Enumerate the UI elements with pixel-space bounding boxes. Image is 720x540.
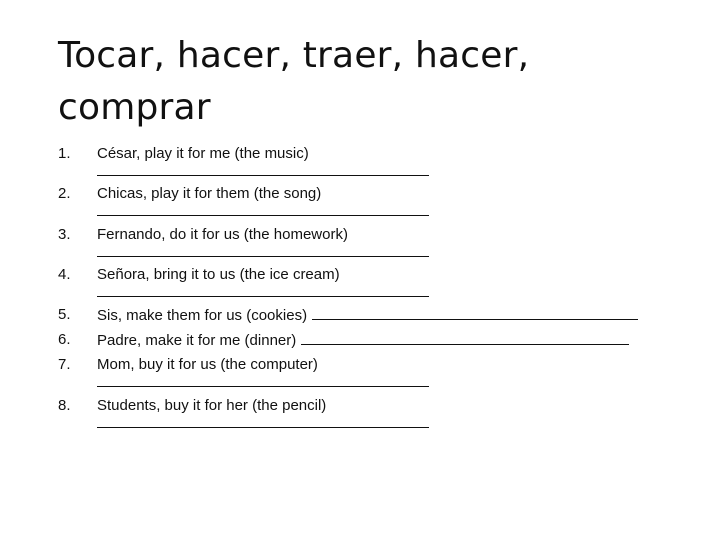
item-prompt-3: Fernando, do it for us (the homework) xyxy=(97,226,348,243)
item-row-6 xyxy=(97,330,629,351)
item-number-5: 5. xyxy=(58,306,71,323)
item-number-4: 4. xyxy=(58,266,71,283)
answer-line-8[interactable] xyxy=(97,427,429,428)
item-prompt-7: Mom, buy it for us (the computer) xyxy=(97,356,318,373)
item-prompt-2: Chicas, play it for them (the song) xyxy=(97,185,322,202)
item-prompt-4: Señora, bring it to us (the ice cream) xyxy=(97,266,340,283)
answer-line-4[interactable] xyxy=(97,296,429,297)
answer-line-1[interactable] xyxy=(97,175,429,176)
item-number-6: 6. xyxy=(58,331,71,348)
answer-line-5[interactable] xyxy=(312,305,638,320)
title-line-2: comprar xyxy=(58,87,211,128)
item-row-5 xyxy=(97,305,638,326)
answer-line-7[interactable] xyxy=(97,386,429,387)
item-number-1: 1. xyxy=(58,145,71,162)
answer-line-6[interactable] xyxy=(301,330,629,345)
slide-title xyxy=(58,30,658,134)
title-line-1: Tocar, hacer, traer, hacer, xyxy=(58,35,530,76)
item-prompt-8: Students, buy it for her (the pencil) xyxy=(97,397,327,414)
item-prompt-1: César, play it for me (the music) xyxy=(97,145,309,162)
item-number-3: 3. xyxy=(58,226,71,243)
answer-line-2[interactable] xyxy=(97,215,429,216)
item-number-8: 8. xyxy=(58,397,71,414)
item-number-2: 2. xyxy=(58,185,71,202)
answer-line-3[interactable] xyxy=(97,256,429,257)
item-number-7: 7. xyxy=(58,356,71,373)
item-prompt-5: Sis, make them for us (cookies) xyxy=(97,307,308,324)
item-prompt-6: Padre, make it for me (dinner) xyxy=(97,332,297,349)
